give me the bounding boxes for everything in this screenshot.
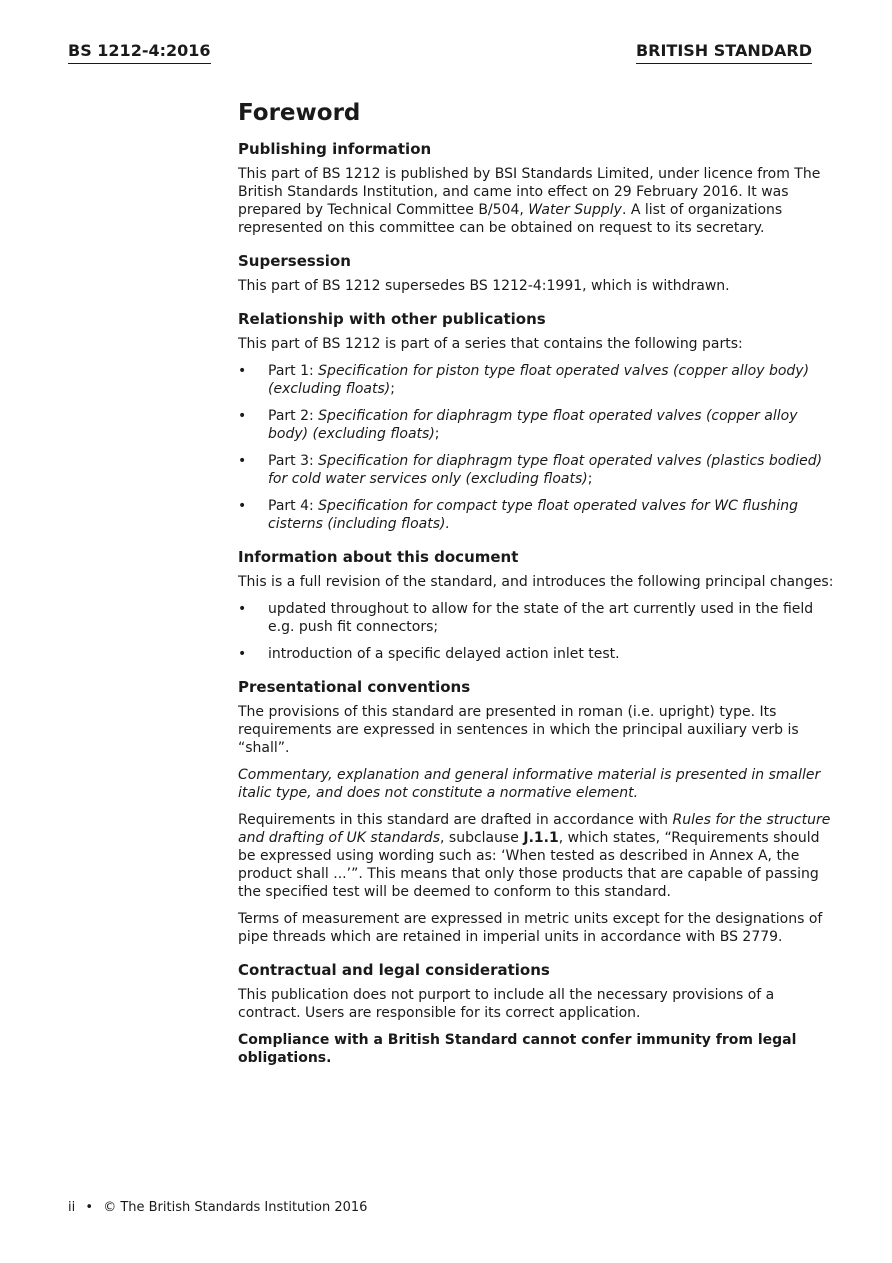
text-segment: , subclause <box>440 830 524 846</box>
text-segment: This part of BS 1212 is published by BSI Standards Limited, under licence from The British Standards Institution, and came into effect on 29 February 2016. It was prepared by Technical Committee B/504, <box>238 166 821 218</box>
heading-contractual: Contractual and legal considerations <box>238 961 550 979</box>
list-item <box>238 362 838 398</box>
part-label: Part 1: <box>268 363 319 379</box>
paragraph-contractual: This publication does not purport to include all the necessary provisions of a contract. Users are responsible for its correct application. <box>238 987 775 1021</box>
heading-information: Information about this document <box>238 548 519 566</box>
paragraph-provisions: The provisions of this standard are presented in roman (i.e. upright) type. Its requirements are expressed in sentences in which the principal auxiliary verb is “shall”. <box>238 704 799 756</box>
paragraph-measurement: Terms of measurement are expressed in metric units except for the designations of pipe threads which are retained in imperial units in accordance with BS 2779. <box>238 911 823 945</box>
foreword-content <box>238 98 838 1081</box>
heading-supersession: Supersession <box>238 252 351 270</box>
part-label: Part 2: <box>268 408 319 424</box>
paragraph-commentary: Commentary, explanation and general informative material is presented in smaller italic type, and does not constitute a normative element. <box>238 767 821 801</box>
list-item <box>238 600 838 636</box>
part-label: Part 4: <box>268 498 319 514</box>
bullet-icon: • <box>238 453 247 469</box>
header-doc-id: BS 1212-4:2016 <box>68 41 211 64</box>
header-label: BRITISH STANDARD <box>636 41 812 64</box>
section-supersession <box>238 251 838 295</box>
text-segment: , which states, “Requirements should be expressed using wording such as: ‘When tested as described in Annex A, the product shall ...’”. This means that only those products that are capable of passing the specified test will be deemed to conform to this standard. <box>238 830 820 900</box>
part-end: ; <box>434 426 440 442</box>
list-item <box>238 407 838 443</box>
heading-relationship: Relationship with other publications <box>238 310 546 328</box>
list-item <box>238 645 838 663</box>
heading-publishing: Publishing information <box>238 140 432 158</box>
page-number: ii <box>68 1200 76 1215</box>
section-presentational <box>238 677 838 946</box>
part-label: Part 3: <box>268 453 319 469</box>
copyright-notice: © The British Standards Institution 2016 <box>103 1200 368 1215</box>
text-segment: . A list of organizations represented on this committee can be obtained on request to its secretary. <box>238 202 783 236</box>
section-relationship <box>238 309 838 533</box>
change-text: updated throughout to allow for the state of the art currently used in the field e.g. push fit connectors; <box>268 601 814 635</box>
bullet-icon: • <box>238 646 247 662</box>
paragraph-publishing <box>238 165 838 237</box>
heading-presentational: Presentational conventions <box>238 678 471 696</box>
part-title: Specification for diaphragm type float operated valves (plastics bodied) for cold water services only (excluding floats) <box>268 453 823 487</box>
bullet-icon: • <box>238 498 247 514</box>
list-item <box>238 452 838 488</box>
page-footer <box>68 1199 367 1217</box>
section-contractual <box>238 960 838 1067</box>
footer-separator: • <box>85 1200 94 1215</box>
page-title: Foreword <box>238 100 361 126</box>
section-information <box>238 547 838 663</box>
paragraph-requirements <box>238 811 838 901</box>
part-end: ; <box>390 381 395 397</box>
rules-title: Rules for the structure and drafting of UK standards <box>238 812 831 846</box>
section-publishing <box>238 139 838 237</box>
bullet-icon: • <box>238 601 247 617</box>
part-title: Specification for piston type float operated valves (copper alloy body) (excluding floats) <box>268 363 810 397</box>
paragraph-information-intro: This is a full revision of the standard, and introduces the following principal changes: <box>238 574 834 590</box>
changes-list <box>238 600 838 663</box>
paragraph-relationship-intro: This part of BS 1212 is part of a series that contains the following parts: <box>238 336 743 352</box>
part-title: Specification for compact type float operated valves for WC flushing cisterns (including floats). <box>268 498 799 532</box>
committee-name: Water Supply <box>528 202 622 218</box>
bullet-icon: • <box>238 408 247 424</box>
parts-list <box>238 362 838 533</box>
subclause-ref: J.1.1 <box>523 830 559 846</box>
text-segment: Requirements in this standard are drafted in accordance with <box>238 812 673 828</box>
change-text: introduction of a specific delayed action inlet test. <box>268 646 620 662</box>
part-end: ; <box>587 471 593 487</box>
bullet-icon: • <box>238 363 247 379</box>
paragraph-supersession: This part of BS 1212 supersedes BS 1212-4:1991, which is withdrawn. <box>238 278 730 294</box>
paragraph-compliance: Compliance with a British Standard cannot confer immunity from legal obligations. <box>238 1032 797 1066</box>
part-title: Specification for diaphragm type float operated valves (copper alloy body) (excluding floats) <box>268 408 798 442</box>
list-item <box>238 497 838 533</box>
